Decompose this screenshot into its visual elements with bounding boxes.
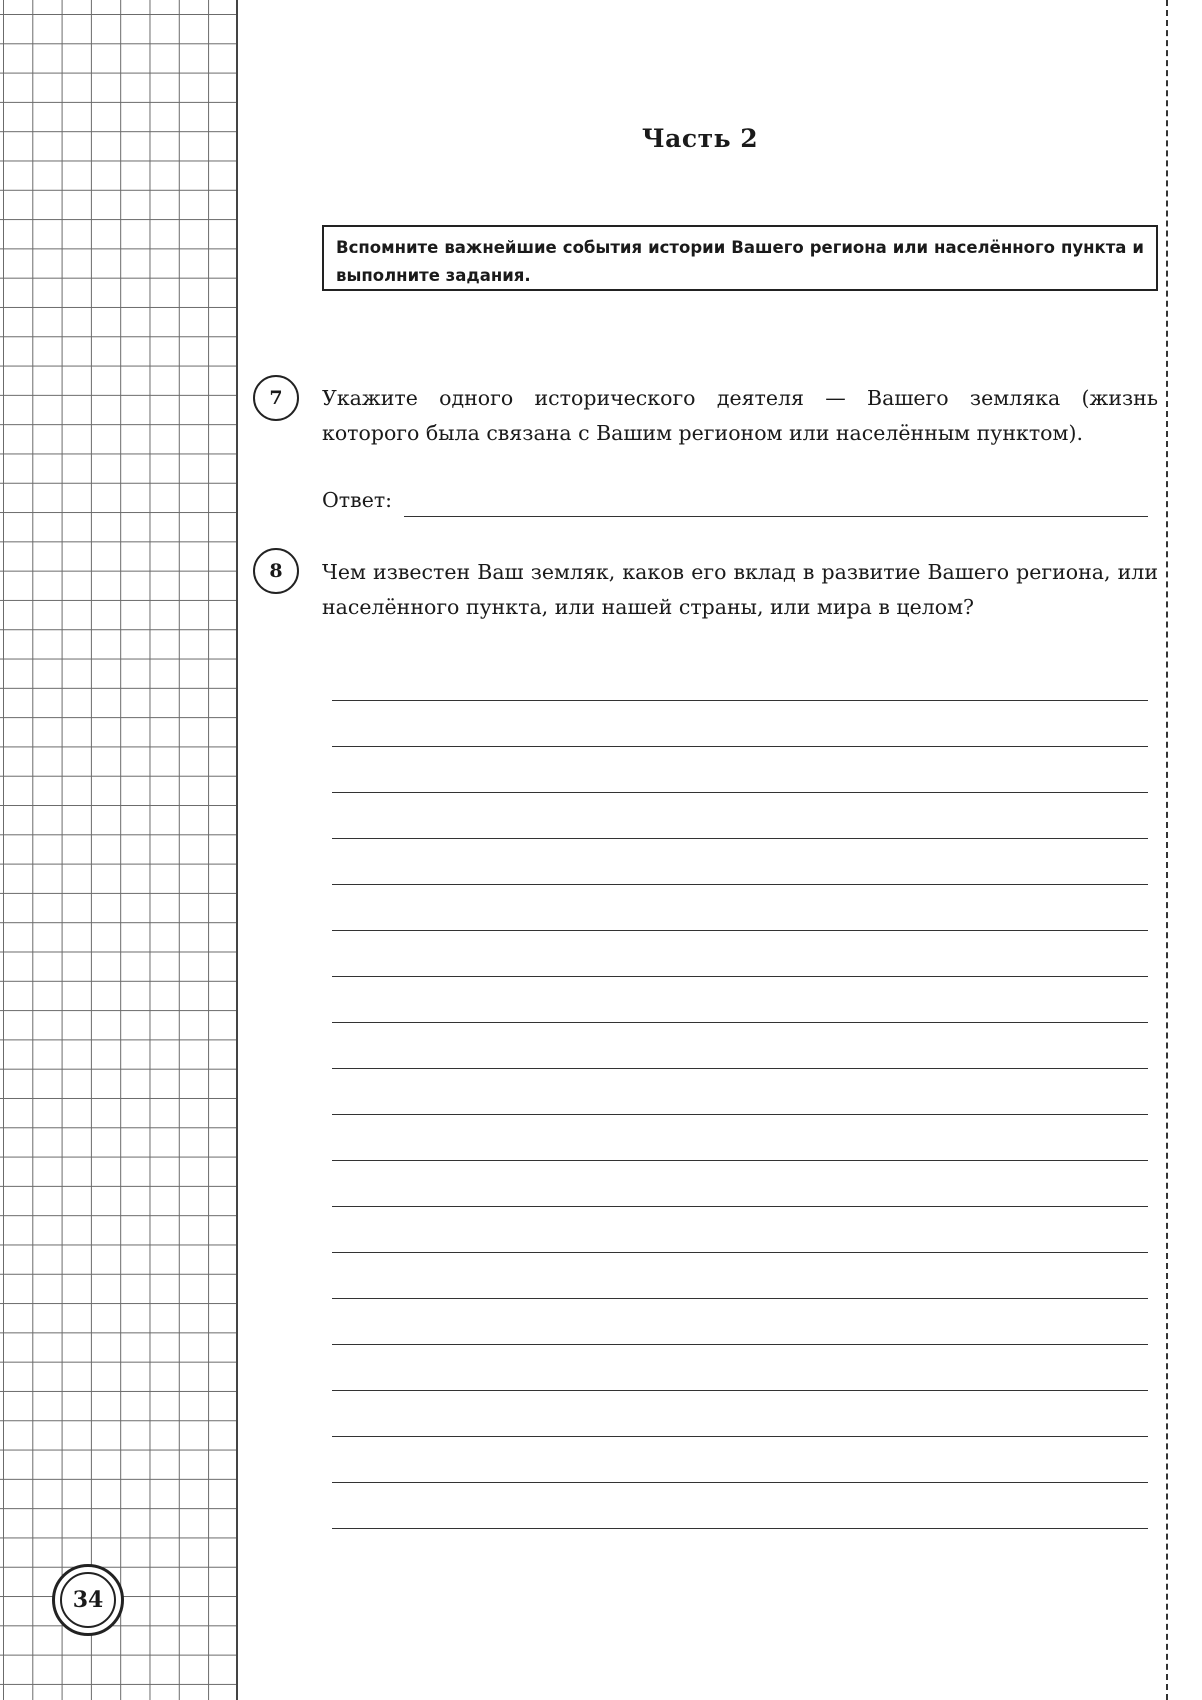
answer-writing-line[interactable] <box>332 700 1148 701</box>
answer-writing-line[interactable] <box>332 1436 1148 1437</box>
task-7-answer-label: Ответ: <box>322 488 393 512</box>
task-7-answer-row <box>322 488 1148 518</box>
page-number: 34 <box>60 1572 116 1628</box>
answer-writing-line[interactable] <box>332 792 1148 793</box>
graph-paper-margin <box>0 0 238 1700</box>
answer-writing-line[interactable] <box>332 1022 1148 1023</box>
answer-writing-line[interactable] <box>332 1068 1148 1069</box>
task-7-question: Укажите одного исторического деятеля — Вашего земляка (жизнь которого была связана с Вашим регионом или населённым пунктом). <box>322 386 1158 445</box>
answer-writing-line[interactable] <box>332 1114 1148 1115</box>
answer-writing-line[interactable] <box>332 1390 1148 1391</box>
task-8-answer-area[interactable] <box>332 700 1148 1590</box>
cut-line <box>1166 0 1168 1700</box>
answer-writing-line[interactable] <box>332 884 1148 885</box>
answer-writing-line[interactable] <box>332 1482 1148 1483</box>
answer-writing-line[interactable] <box>332 838 1148 839</box>
instruction-box <box>322 225 1158 291</box>
answer-writing-line[interactable] <box>332 1344 1148 1345</box>
answer-writing-line[interactable] <box>332 1160 1148 1161</box>
answer-writing-line[interactable] <box>332 746 1148 747</box>
answer-writing-line[interactable] <box>332 1252 1148 1253</box>
answer-writing-line[interactable] <box>332 1298 1148 1299</box>
part-title: Часть 2 <box>641 124 759 153</box>
answer-writing-line[interactable] <box>332 930 1148 931</box>
answer-writing-line[interactable] <box>332 1206 1148 1207</box>
task-8-number: 8 <box>253 548 299 594</box>
answer-writing-line[interactable] <box>332 1528 1148 1529</box>
instruction-text: Вспомните важнейшие события истории Вашего региона или населённого пункта и выполните задания. <box>336 238 1144 285</box>
page-number-badge <box>52 1564 124 1636</box>
task-7-answer-line[interactable] <box>404 516 1148 517</box>
answer-writing-line[interactable] <box>332 976 1148 977</box>
task-8-question: Чем известен Ваш земляк, каков его вклад в развитие Вашего региона, или населённого пункта, или нашей страны, или мира в целом? <box>322 560 1158 619</box>
task-7-number: 7 <box>253 375 299 421</box>
